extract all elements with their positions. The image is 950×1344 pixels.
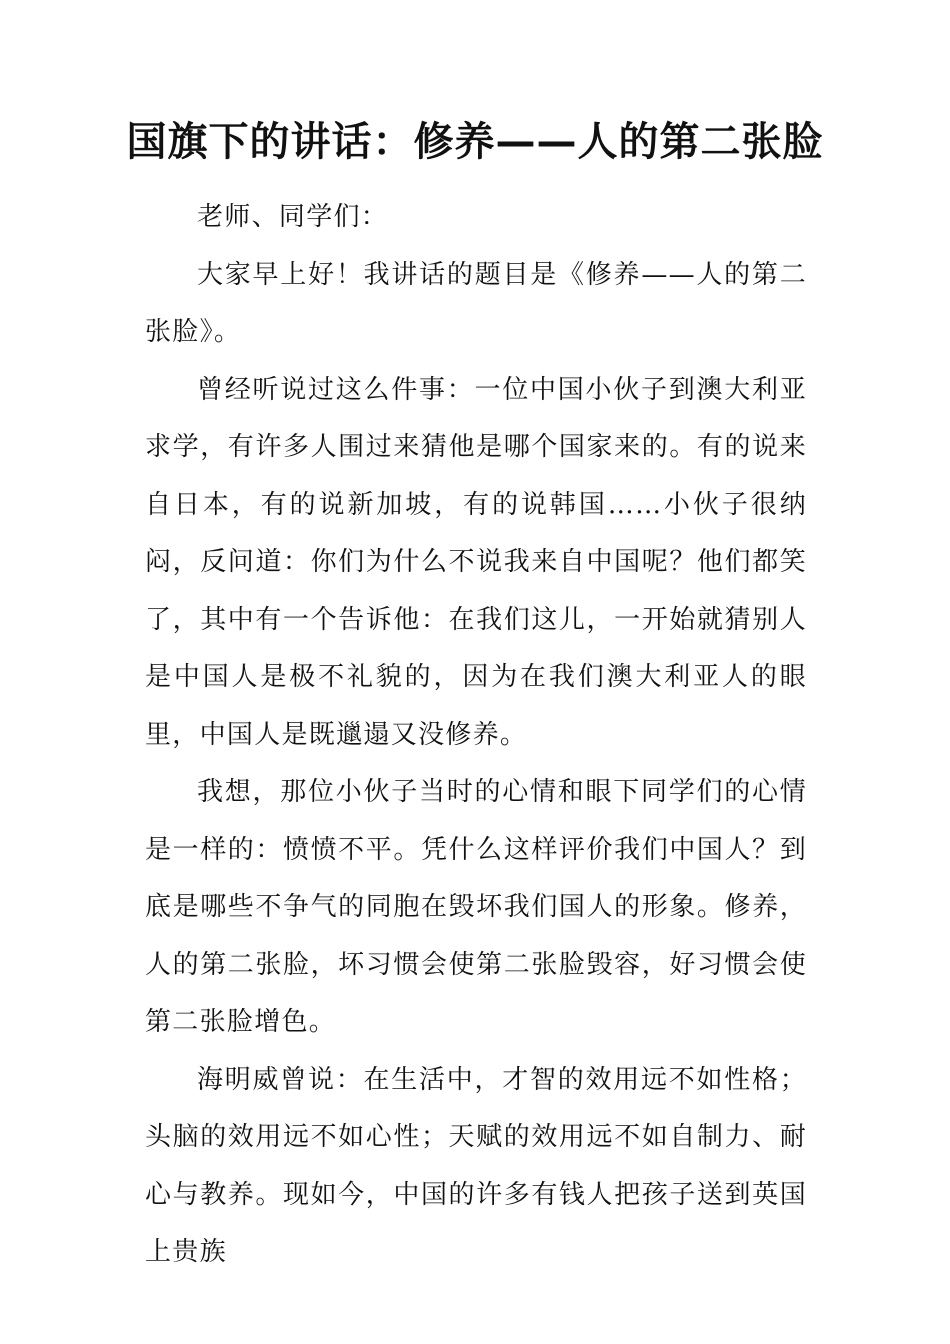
quote-paragraph: 海明威曾说：在生活中，才智的效用远不如性格；头脑的效用远不如心性；天赋的效用远不如自制力、耐心与教养。现如今，中国的许多有钱人把孩子送到英国上贵族 (145, 1064, 807, 1267)
salutation-paragraph: 老师、同学们： (197, 202, 389, 232)
document-title: 国旗下的讲话：修养——人的第二张脸 (126, 119, 824, 165)
story-paragraph: 曾经听说过这么件事：一位中国小伙子到澳大利亚求学，有许多人围过来猜他是哪个国家来的。有的说来自日本，有的说新加坡，有的说韩国……小伙子很纳闷，反问道：你们为什么不说我来自中国呢？他们都笑了，其中有一个告诉他：在我们这儿，一开始就猜别人是中国人是极不礼貌的，因为在我们澳大利亚人的眼里，中国人是既邋遢又没修养。 (145, 374, 807, 750)
document-body (145, 189, 807, 1282)
reflection-paragraph: 我想，那位小伙子当时的心情和眼下同学们的心情是一样的：愤愤不平。凭什么这样评价我们中国人？到底是哪些不争气的同胞在毁坏我们国人的形象。修养，人的第二张脸，坏习惯会使第二张脸毁容，好习惯会使第二张脸增色。 (145, 777, 807, 1037)
greeting-paragraph: 大家早上好！我讲话的题目是《修养——人的第二张脸》。 (145, 259, 807, 347)
